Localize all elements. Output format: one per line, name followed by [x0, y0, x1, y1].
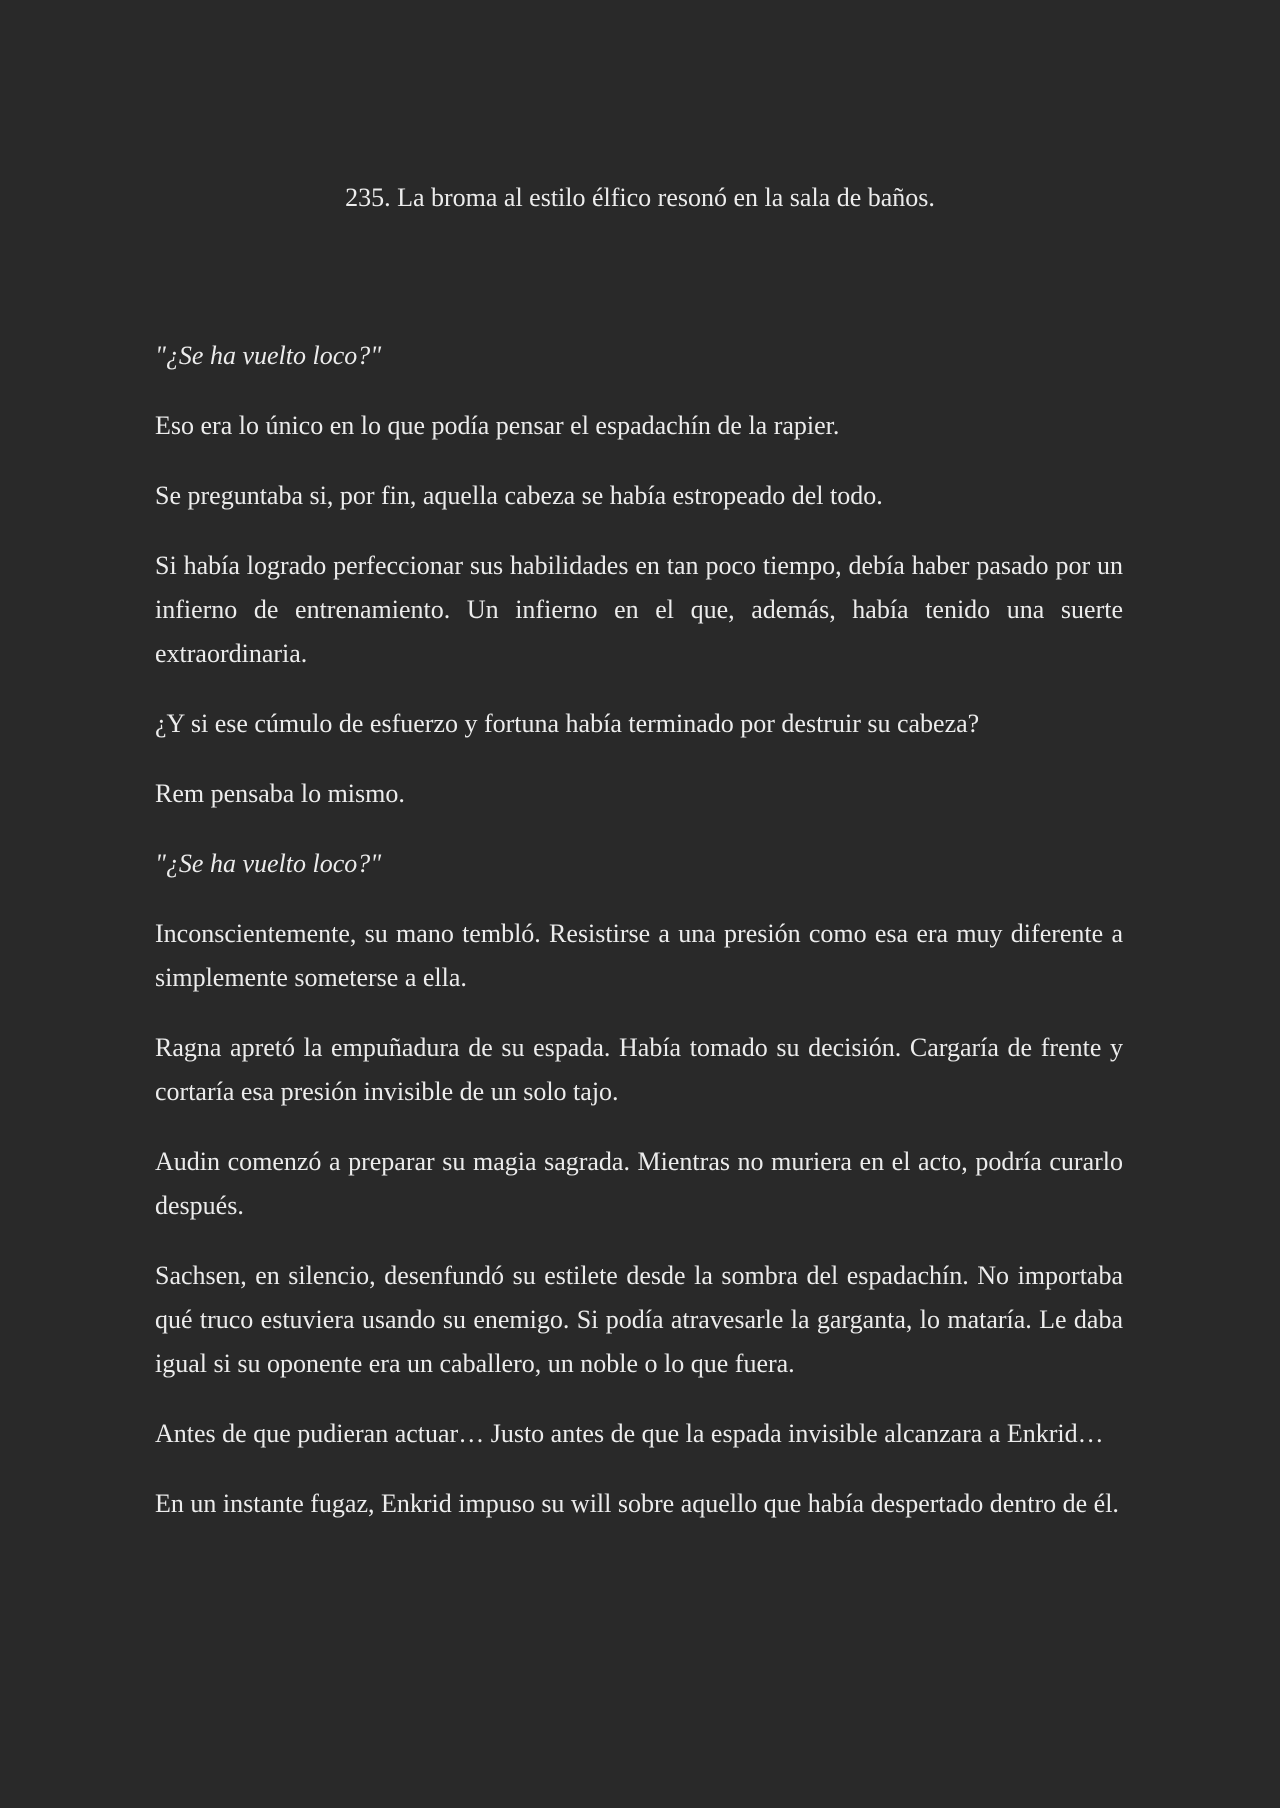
paragraph: Antes de que pudieran actuar… Justo antes de que la espada invisible alcanzara a Enkrid… [155, 1419, 1104, 1448]
chapter-title: 235. La broma al estilo élfico resonó en la sala de baños. [345, 183, 935, 212]
paragraph-thought: "¿Se ha vuelto loco?" [155, 849, 382, 878]
paragraph: Rem pensaba lo mismo. [155, 779, 405, 808]
paragraph: ¿Y si ese cúmulo de esfuerzo y fortuna había terminado por destruir su cabeza? [155, 709, 980, 738]
paragraph: Se preguntaba si, por fin, aquella cabeza se había estropeado del todo. [155, 481, 883, 510]
paragraph: Eso era lo único en lo que podía pensar el espadachín de la rapier. [155, 411, 840, 440]
paragraph: En un instante fugaz, Enkrid impuso su will sobre aquello que había despertado dentro de él. [155, 1489, 1119, 1518]
paragraph: Si había logrado perfeccionar sus habilidades en tan poco tiempo, debía haber pasado por un infierno de entrenamiento. Un infierno en el que, además, había tenido una suerte extraordinaria. [155, 551, 1123, 668]
chapter-body [155, 334, 1123, 1552]
paragraph-thought: "¿Se ha vuelto loco?" [155, 341, 382, 370]
paragraph: Inconscientemente, su mano tembló. Resistirse a una presión como esa era muy diferente a simplemente someterse a ella. [155, 919, 1123, 992]
paragraph: Audin comenzó a preparar su magia sagrada. Mientras no muriera en el acto, podría curarlo después. [155, 1147, 1123, 1220]
paragraph: Sachsen, en silencio, desenfundó su estilete desde la sombra del espadachín. No importaba qué truco estuviera usando su enemigo. Si podía atravesarle la garganta, lo mataría. Le daba igual si su oponente era un caballero, un noble o lo que fuera. [155, 1261, 1123, 1378]
paragraph: Ragna apretó la empuñadura de su espada. Había tomado su decisión. Cargaría de frente y cortaría esa presión invisible de un solo tajo. [155, 1033, 1123, 1106]
